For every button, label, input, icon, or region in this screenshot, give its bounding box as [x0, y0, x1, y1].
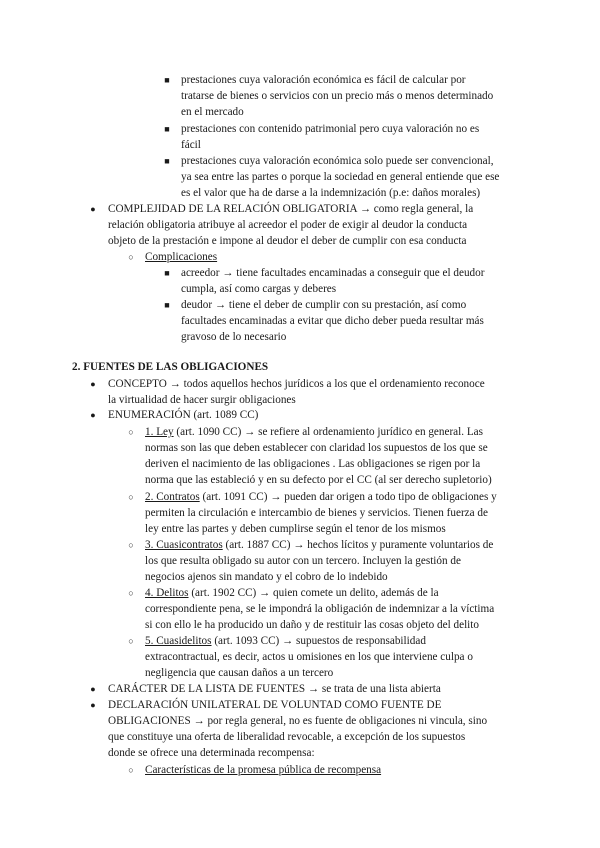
square-bullet: ■: [164, 156, 170, 166]
text-line: negligencia que causan daños a un tercero: [145, 667, 334, 679]
text-line: deudor → tiene el deber de cumplir con su prestación, así como: [181, 299, 467, 311]
text-line: en el mercado: [181, 106, 244, 118]
disc-bullet: ●: [90, 410, 96, 420]
text-line: permiten la circulación e intercambio de bienes y servicios. Tienen fuerza de: [145, 507, 488, 519]
text-line: ya sea entre las partes o porque la sociedad en general entiende que ese: [181, 171, 500, 183]
list-item-cuasicontratos: 3. Cuasicontratos (art. 1887 CC) → hechos lícitos y puramente voluntarios de: [145, 539, 494, 551]
text-line: que constituye una oferta de liberalidad revocable, a excepción de los supuestos: [108, 731, 466, 743]
circle-bullet: ○: [128, 765, 134, 775]
text-line: objeto de la prestación e impone al deudor el deber de cumplir con esa conducta: [108, 235, 467, 247]
disc-bullet: ●: [90, 379, 96, 389]
text-line: acreedor → tiene facultades encaminadas a conseguir que el deudor: [181, 267, 485, 279]
circle-bullet: ○: [128, 427, 134, 437]
promesa-label: Características de la promesa pública de recompensa: [145, 764, 382, 776]
text-line: prestaciones con contenido patrimonial pero cuya valoración no es: [181, 123, 480, 135]
text-line: los que resulta obligado su autor con un tercero. Incluyen la gestión de: [145, 555, 461, 567]
text-line: ENUMERACIÓN (art. 1089 CC): [108, 409, 259, 421]
text-line: si con ello le ha producido un daño y de restituir las cosas objeto del delito: [145, 619, 479, 631]
text-line: es el valor que ha de darse a la indemnización (p.e: daños morales): [181, 187, 481, 199]
text-line: facultades encaminadas a evitar que dicho deber pueda resultar más: [181, 315, 484, 327]
text-line: ley entre las partes y deben cumplirse según el tenor de los mismos: [145, 523, 446, 535]
cuasicontratos-title: 3. Cuasicontratos: [145, 539, 223, 551]
text-line: correspondiente pena, se le impondrá la obligación de indemnizar a la víctima: [145, 603, 495, 615]
circle-bullet: ○: [128, 636, 134, 646]
square-bullet: ■: [164, 268, 170, 278]
circle-bullet: ○: [128, 252, 134, 262]
delitos-title: 4. Delitos: [145, 587, 189, 599]
text-line: deriven el nacimiento de las obligaciones . Las obligaciones se rigen por la: [145, 458, 481, 470]
text-line: fácil: [181, 139, 201, 151]
square-bullet: ■: [164, 75, 170, 85]
list-item-cuasidelitos: 5. Cuasidelitos (art. 1093 CC) → supuestos de responsabilidad: [145, 635, 426, 647]
disc-bullet: ●: [90, 204, 96, 214]
text-line: OBLIGACIONES → por regla general, no es fuente de obligaciones ni vincula, sino: [108, 715, 488, 727]
complicaciones-label: Complicaciones: [145, 251, 218, 263]
text-line: prestaciones cuya valoración económica es fácil de calcular por: [181, 74, 466, 86]
list-item-delitos: 4. Delitos (art. 1902 CC) → quien comete un delito, además de la: [145, 587, 439, 599]
ley-title: 1. Ley: [145, 426, 174, 438]
text-line: tratarse de bienes o servicios con un precio más o menos determinado: [181, 90, 494, 102]
cuasidelitos-title: 5. Cuasidelitos: [145, 635, 212, 647]
circle-bullet: ○: [128, 540, 134, 550]
square-bullet: ■: [164, 124, 170, 134]
text-line: CARÁCTER DE LA LISTA DE FUENTES → se trata de una lista abierta: [108, 683, 441, 695]
circle-bullet: ○: [128, 492, 134, 502]
text-line: DECLARACIÓN UNILATERAL DE VOLUNTAD COMO FUENTE DE: [108, 699, 442, 711]
text-line: donde se ofrece una determinada recompensa:: [108, 747, 315, 759]
text-line: normas son las que deben establecer con claridad los supuestos de los que se: [145, 442, 488, 454]
contratos-title: 2. Contratos: [145, 491, 200, 503]
disc-bullet: ●: [90, 700, 96, 710]
circle-bullet: ○: [128, 588, 134, 598]
text-line: extracontractual, es decir, actos u omisiones en los que interviene culpa o: [145, 651, 473, 663]
text-line: CONCEPTO → todos aquellos hechos jurídicos a los que el ordenamiento reconoce: [108, 378, 485, 390]
square-bullet: ■: [164, 300, 170, 310]
text-line: la virtualidad de hacer surgir obligaciones: [108, 394, 296, 406]
disc-bullet: ●: [90, 684, 96, 694]
text-line: prestaciones cuya valoración económica solo puede ser convencional,: [181, 155, 494, 167]
text-line: cumpla, así como cargas y deberes: [181, 283, 337, 295]
list-item-contratos: 2. Contratos (art. 1091 CC) → pueden dar origen a todo tipo de obligaciones y: [145, 491, 497, 503]
text-line: gravoso de lo necesario: [181, 331, 287, 343]
text-line: norma que las estableció y en su defecto por el CC (al ser derecho supletorio): [145, 474, 492, 486]
section-heading: 2. FUENTES DE LAS OBLIGACIONES: [72, 361, 269, 373]
text-line: COMPLEJIDAD DE LA RELACIÓN OBLIGATORIA → como regla general, la: [108, 203, 474, 215]
list-item-ley: 1. Ley (art. 1090 CC) → se refiere al ordenamiento jurídico en general. Las: [145, 426, 483, 438]
text-line: negocios ajenos sin mandato y el cobro de lo indebido: [145, 571, 388, 583]
text-line: relación obligatoria atribuye al acreedor el poder de exigir al deudor la conducta: [108, 219, 468, 231]
